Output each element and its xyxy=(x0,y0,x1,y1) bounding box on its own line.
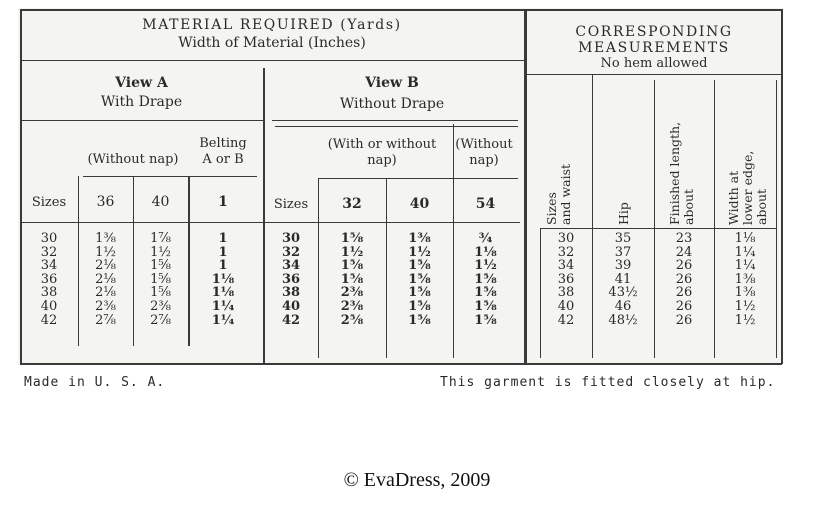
view-a-title: View A xyxy=(115,75,168,91)
rule-b-subheader xyxy=(318,178,518,179)
view-a-nap-note: (Without nap) xyxy=(87,152,179,167)
m-hip-column: 35 37 39 41 43½ 46 48½ xyxy=(608,231,638,328)
view-a-subtitle: With Drape xyxy=(100,94,183,110)
m-col-div-5 xyxy=(776,80,777,358)
belting-label-1: Belting xyxy=(199,136,247,151)
material-subtitle: Width of Material (Inches) xyxy=(178,35,366,51)
view-b-nap-with: (With or without nap) xyxy=(327,137,437,168)
a-40-column: 1⅞ 1½ 1⅝ 1⅝ 1⅝ 2⅜ 2⅞ xyxy=(150,231,171,328)
material-title: MATERIAL REQUIRED (Yards) xyxy=(142,17,402,33)
rule-under-measurements xyxy=(526,74,782,75)
a-sizes-column: 30 32 34 36 38 40 42 xyxy=(40,231,58,328)
measurements-title-1: CORRESPONDING xyxy=(575,24,733,40)
a-header-40: 40 xyxy=(151,194,170,210)
fit-note: This garment is fitted closely at hip. xyxy=(440,375,776,390)
m-width-column: 1⅛ 1¼ 1¼ 1⅜ 1⅜ 1½ 1½ xyxy=(734,231,756,328)
copyright-notice: © EvaDress, 2009 xyxy=(343,469,491,491)
b-header-sizes: Sizes xyxy=(273,197,309,212)
rule-a-subheader xyxy=(83,176,257,177)
b-32-column: 1⅝ 1½ 1⅝ 1⅝ 2⅜ 2⅜ 2⅝ xyxy=(340,231,364,328)
m-header-length: Finished length, about xyxy=(667,121,696,225)
a-header-sizes: Sizes xyxy=(31,195,67,210)
rule-view-b-double-2 xyxy=(275,126,518,127)
a-belting-column: 1 1 1 1⅛ 1⅛ 1¼ 1¼ xyxy=(211,231,235,328)
view-b-subtitle: Without Drape xyxy=(339,96,445,112)
view-b-nap-without: (Without nap) xyxy=(455,137,513,168)
rule-under-views xyxy=(20,120,263,121)
made-in-usa: Made in U. S. A. xyxy=(24,375,166,390)
m-header-width: Width at lower edge, about xyxy=(726,150,769,225)
m-length-column: 23 24 26 26 26 26 26 xyxy=(675,231,693,328)
bottom-border xyxy=(20,363,782,365)
a-36-column: 1⅜ 1½ 2⅛ 2⅛ 2⅛ 2⅜ 2⅞ xyxy=(95,231,116,328)
rule-under-material xyxy=(20,60,524,61)
b-54-column: ¾ 1⅛ 1½ 1⅝ 1⅝ 1⅝ 1⅝ xyxy=(474,231,497,328)
a-header-36: 36 xyxy=(96,194,115,210)
m-header-sizes: Sizes and waist xyxy=(544,163,573,225)
belting-label-2: A or B xyxy=(202,152,244,167)
b-40-column: 1⅜ 1½ 1⅝ 1⅝ 1⅝ 1⅝ 1⅝ xyxy=(408,231,431,328)
top-border xyxy=(20,9,782,11)
rule-b-colheader xyxy=(264,222,520,223)
b-header-54: 54 xyxy=(475,196,496,212)
b-header-32: 32 xyxy=(342,196,362,212)
m-sizes-column: 30 32 34 36 38 40 42 xyxy=(557,231,575,328)
view-b-title: View B xyxy=(365,75,419,91)
a-header-1: 1 xyxy=(218,194,228,210)
rule-measurements-cols xyxy=(540,228,776,229)
rule-a-colheader xyxy=(20,222,263,223)
rule-view-b-double-1 xyxy=(272,120,518,121)
b-header-40: 40 xyxy=(409,196,430,212)
measurements-subtitle: No hem allowed xyxy=(600,56,708,71)
measurements-title-2: MEASUREMENTS xyxy=(578,40,730,56)
m-header-hip: Hip xyxy=(616,202,631,225)
b-sizes-column: 30 32 34 36 38 40 42 xyxy=(281,231,301,328)
